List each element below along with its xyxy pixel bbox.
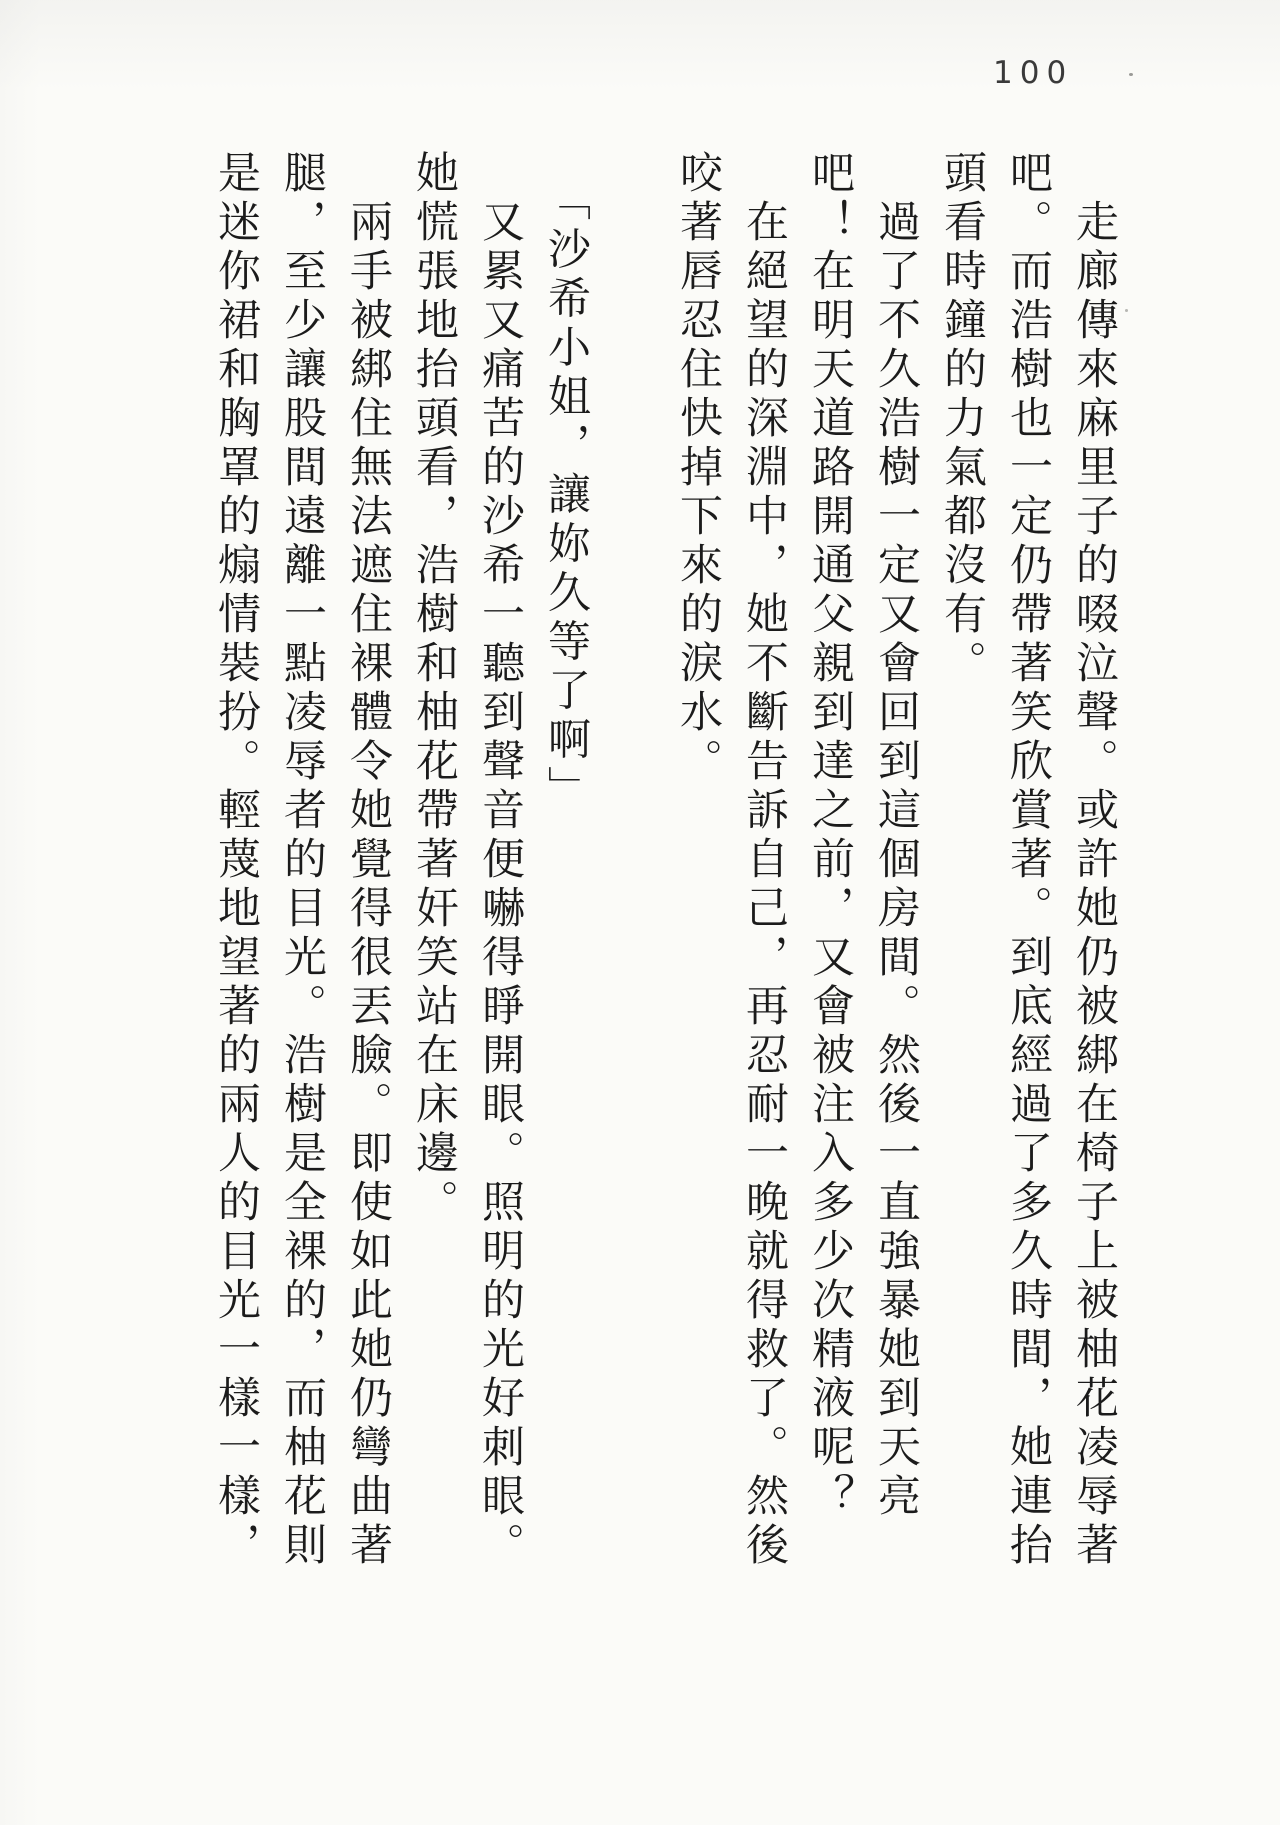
text-column-12: 腿，至少讓股間遠離一點凌辱者的目光。浩樹是全裸的，而柚花則 [278, 150, 325, 1571]
text-column-9: 又累又痛苦的沙希一聽到聲音便嚇得睜開眼。照明的光好刺眼。 [476, 150, 523, 1571]
text-column-1: 走廊傳來麻里子的啜泣聲。或許她仍被綁在椅子上被柚花凌辱著 [1070, 150, 1117, 1571]
paragraph-gap-column [609, 150, 653, 1670]
text-column-13: 是迷你裙和胸罩的煽情裝扮。輕蔑地望著的兩人的目光一樣一樣， [212, 150, 259, 1571]
text-column-11: 兩手被綁住無法遮住裸體令她覺得很丟臉。即使如此她仍彎曲著 [344, 150, 391, 1571]
vertical-text-block [213, 150, 1115, 1670]
text-column-8: 「沙希小姐，讓妳久等了啊」 [542, 150, 589, 815]
text-column-4: 過了不久浩樹一定又會回到這個房間。然後一直強暴她到天亮 [872, 150, 919, 1522]
scan-speck [1129, 73, 1133, 76]
text-column-10: 她慌張地抬頭看，浩樹和柚花帶著奸笑站在床邊。 [410, 150, 457, 1228]
text-column-6: 在絕望的深淵中，她不斷告訴自己，再忍耐一晚就得救了。然後 [740, 150, 787, 1571]
text-column-3: 頭看時鐘的力氣都沒有。 [938, 150, 985, 689]
text-column-2: 吧。而浩樹也一定仍帶著笑欣賞著。到底經過了多久時間，她連抬 [1004, 150, 1051, 1571]
scan-speck [1125, 309, 1128, 312]
text-column-7: 咬著唇忍住快掉下來的淚水。 [674, 150, 721, 787]
page-number: 100 [993, 55, 1074, 91]
text-column-5: 吧！在明天道路開通父親到達之前，又會被注入多少次精液呢？ [806, 150, 853, 1522]
